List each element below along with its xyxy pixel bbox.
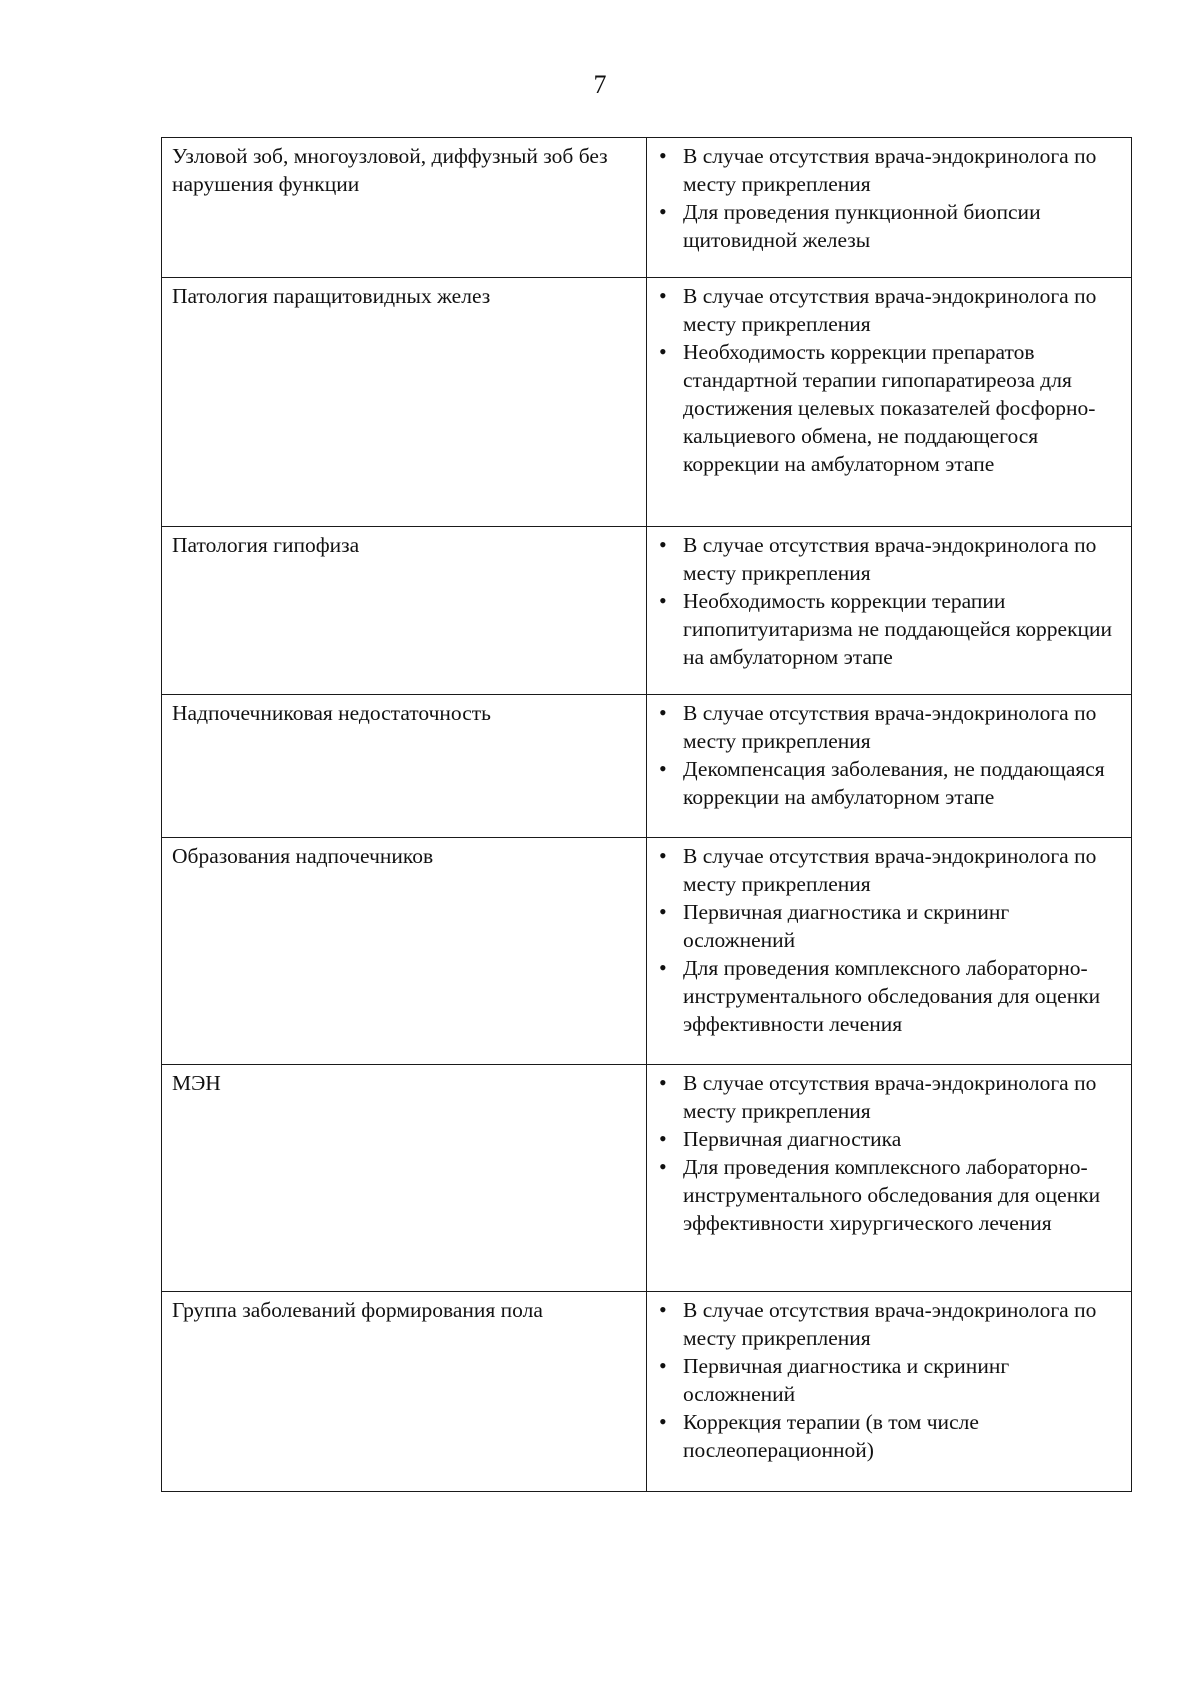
- reasons-list: [657, 531, 1123, 671]
- reason-item: • Декомпенсация заболевания, не поддающаяся коррекции на амбулаторном этапе: [657, 755, 1123, 811]
- reason-item: • В случае отсутствия врача-эндокринолога по месту прикрепления: [657, 531, 1123, 587]
- reason-item: • Для проведения комплексного лабораторно-инструментального обследования для оценки эффективности лечения: [657, 954, 1123, 1038]
- reasons-cell: [647, 138, 1132, 278]
- reasons-cell: [647, 278, 1132, 527]
- reasons-cell: [647, 1065, 1132, 1292]
- reason-item: • Первичная диагностика: [657, 1125, 1123, 1153]
- reasons-list: [657, 142, 1123, 254]
- reason-item: • Для проведения пункционной биопсии щитовидной железы: [657, 198, 1123, 254]
- page-number: 7: [593, 70, 607, 99]
- table-row: [162, 1292, 1132, 1492]
- condition-cell: Патология паращитовидных желез: [162, 278, 647, 527]
- reason-item: • В случае отсутствия врача-эндокринолога по месту прикрепления: [657, 282, 1123, 338]
- reasons-list: [657, 842, 1123, 1038]
- condition-cell: Надпочечниковая недостаточность: [162, 695, 647, 838]
- reasons-list: [657, 699, 1123, 811]
- table-row: [162, 838, 1132, 1065]
- table-row: [162, 278, 1132, 527]
- reasons-cell: [647, 527, 1132, 695]
- condition-cell: Патология гипофиза: [162, 527, 647, 695]
- condition-cell: Узловой зоб, многоузловой, диффузный зоб без нарушения функции: [162, 138, 647, 278]
- reason-item: • Необходимость коррекции препаратов стандартной терапии гипопаратиреоза для достижения целевых показателей фосфорно-кальциевого обмена, не поддающегося коррекции на амбулаторном этапе: [657, 338, 1123, 478]
- reason-item: • Первичная диагностика и скрининг осложнений: [657, 898, 1123, 954]
- reason-item: • В случае отсутствия врача-эндокринолога по месту прикрепления: [657, 1069, 1123, 1125]
- reason-item: • Коррекция терапии (в том числе послеоперационной): [657, 1408, 1123, 1464]
- reason-item: • В случае отсутствия врача-эндокринолога по месту прикрепления: [657, 142, 1123, 198]
- reason-item: • В случае отсутствия врача-эндокринолога по месту прикрепления: [657, 699, 1123, 755]
- reasons-cell: [647, 838, 1132, 1065]
- table-row: [162, 695, 1132, 838]
- table-row: [162, 1065, 1132, 1292]
- condition-cell: Группа заболеваний формирования пола: [162, 1292, 647, 1492]
- reasons-cell: [647, 695, 1132, 838]
- reason-item: • В случае отсутствия врача-эндокринолога по месту прикрепления: [657, 842, 1123, 898]
- condition-cell: МЭН: [162, 1065, 647, 1292]
- reasons-list: [657, 1069, 1123, 1237]
- reasons-cell: [647, 1292, 1132, 1492]
- reason-item: • Первичная диагностика и скрининг осложнений: [657, 1352, 1123, 1408]
- reason-item: • В случае отсутствия врача-эндокринолога по месту прикрепления: [657, 1296, 1123, 1352]
- reasons-list: [657, 1296, 1123, 1464]
- table-row: [162, 527, 1132, 695]
- referral-criteria-table: [161, 137, 1132, 1492]
- reasons-list: [657, 282, 1123, 478]
- condition-cell: Образования надпочечников: [162, 838, 647, 1065]
- reason-item: • Необходимость коррекции терапии гипопитуитаризма не поддающейся коррекции на амбулаторном этапе: [657, 587, 1123, 671]
- table-row: [162, 138, 1132, 278]
- reason-item: • Для проведения комплексного лабораторно-инструментального обследования для оценки эффективности хирургического лечения: [657, 1153, 1123, 1237]
